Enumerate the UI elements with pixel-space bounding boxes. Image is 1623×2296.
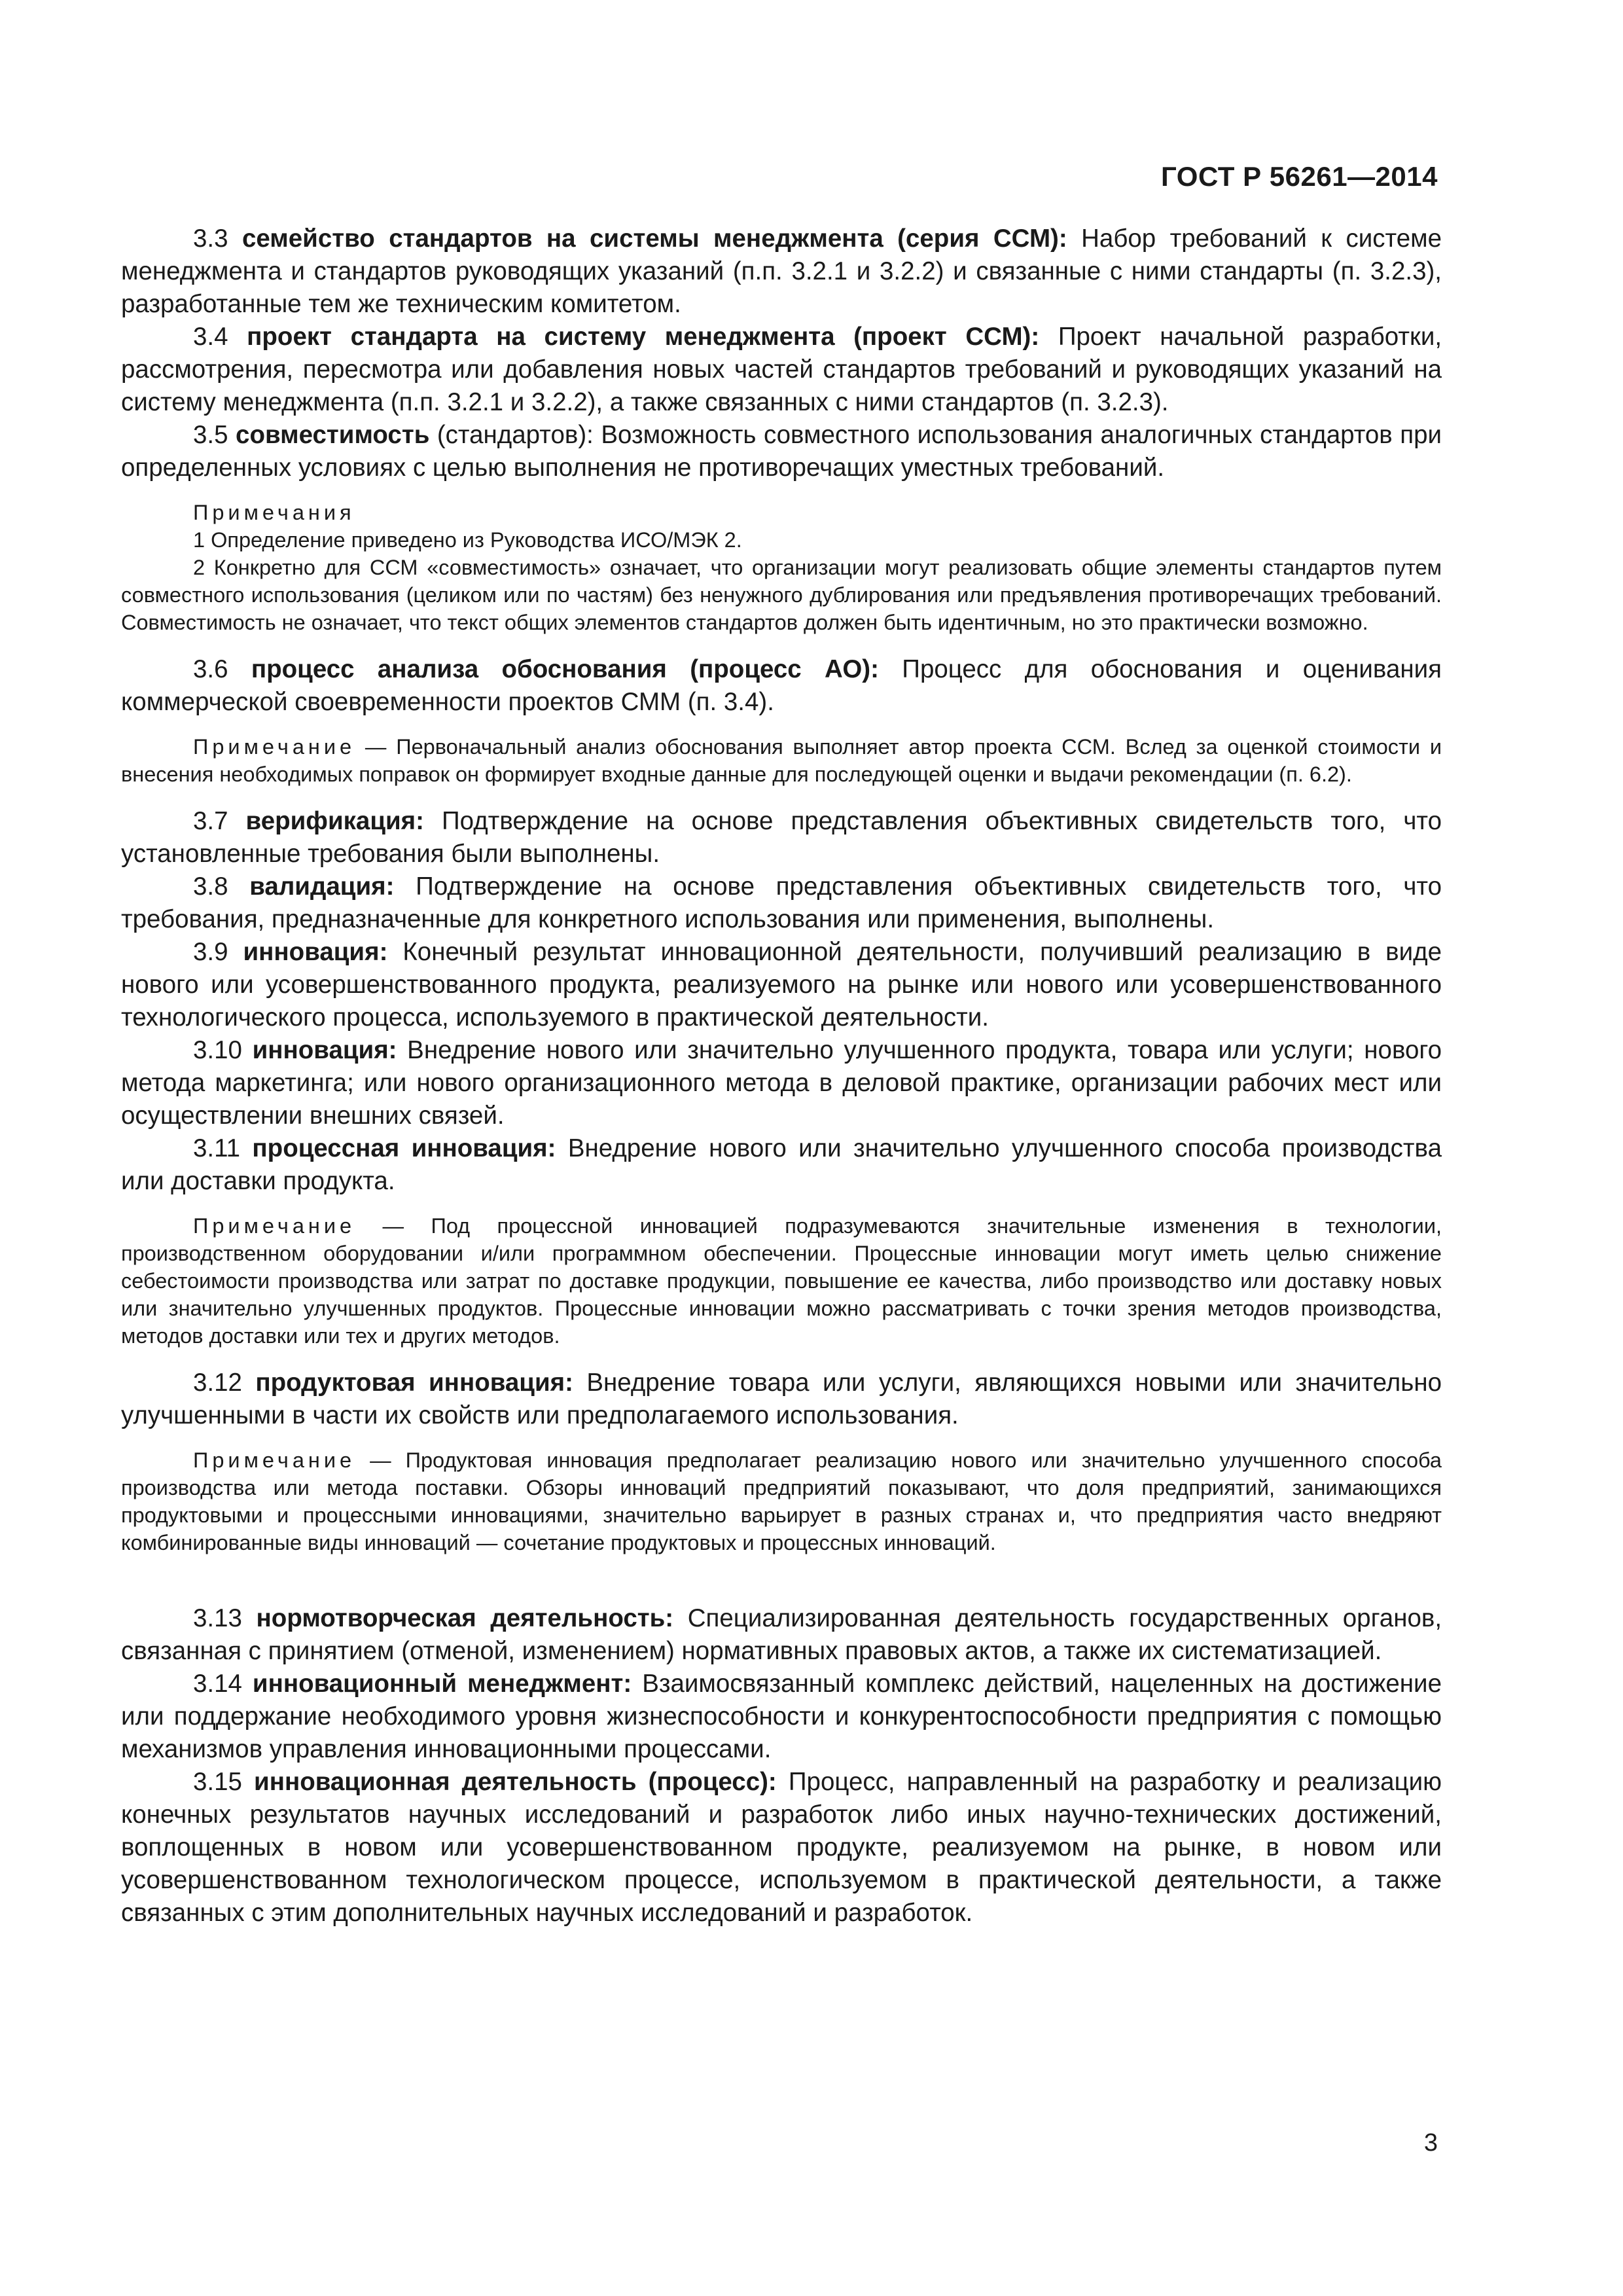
term-definition: Возможность совместного использования аналогичных стандартов при определенных условиях с целью выполнения не противоречащих уместных требований. — [121, 421, 1442, 482]
term-definition: Подтверждение на основе представления объективных свидетельств того, что установленные требования были выполнены. — [121, 807, 1442, 868]
notes-3-5 — [121, 499, 1442, 636]
term-name: инновация: — [252, 1036, 397, 1064]
term-definition: Специализированная деятельность государственных органов, связанная с принятием (отменой, изменением) нормативных правовых актов, а также их систематизацией. — [121, 1604, 1442, 1665]
term-number: 3.3 — [193, 224, 228, 253]
term-number: 3.8 — [193, 872, 228, 901]
note-2: 2 Конкретно для ССМ «совместимость» означает, что организации могут реализовать общие элементы стандартов путем совместного использования (целиком или по частям) без ненужного дублирования или предъявления противоречащих требований. Совместимость не означает, что текст общих элементов стандартов должен быть идентичным, но это практически возможно. — [121, 556, 1442, 634]
term-definition: Проект начальной разработки, рассмотрения, пересмотра или добавления новых частей стандартов требований и руководящих указаний на систему менеджмента (п.п. 3.2.1 и 3.2.2), а также связанных с ними стандартов (п. 3.2.3). — [121, 323, 1442, 416]
note-3-6 — [121, 733, 1442, 788]
term-number: 3.12 — [193, 1369, 242, 1397]
term-3-10 — [121, 1034, 1442, 1132]
definitions-section — [121, 223, 1442, 1929]
term-number: 3.4 — [193, 323, 228, 351]
term-number: 3.7 — [193, 807, 228, 835]
term-3-5 — [121, 419, 1442, 484]
term-definition: Подтверждение на основе представления объективных свидетельств того, что требования, предназначенные для конкретного использования или применения, выполнены. — [121, 872, 1442, 933]
note-text: — Первоначальный анализ обоснования выполняет автор проекта ССМ. Вслед за оценкой стоимости и внесения необходимых поправок он формирует входные данные для последующей оценки и выдачи рекомендации (п. 6.2). — [121, 735, 1442, 786]
term-definition: Внедрение нового или значительно улучшенного продукта, товара или услуги; нового метода маркетинга; или нового организационного метода в деловой практике, организации рабочих мест или осуществлении внешних связей. — [121, 1036, 1442, 1130]
note-3-11 — [121, 1212, 1442, 1350]
term-name: продуктовая инновация: — [255, 1369, 573, 1397]
term-number: 3.5 — [193, 421, 228, 449]
term-number: 3.13 — [193, 1604, 242, 1632]
term-name: процессная инновация: — [252, 1134, 556, 1162]
page-number: 3 — [1423, 2129, 1438, 2157]
term-definition: Набор требований к системе менеджмента и стандартов руководящих указаний (п.п. 3.2.1 и 3.2.2) и связанные с ними стандарты (п. 3.2.3), разработанные тем же техническим комитетом. — [121, 224, 1442, 318]
term-name: проект стандарта на систему менеджмента (проект ССМ): — [247, 323, 1040, 351]
term-definition: Конечный результат инновационной деятельности, получивший реализацию в виде нового или усовершенствованного продукта, реализуемого на рынке или нового или усовершенствованного технологического процесса, используемого в практической деятельности. — [121, 938, 1442, 1031]
term-name: инновационная деятельность (процесс): — [254, 1768, 777, 1796]
term-name: валидация: — [249, 872, 395, 901]
term-number: 3.6 — [193, 655, 228, 683]
term-name: нормотворческая деятельность: — [256, 1604, 674, 1632]
term-3-13 — [121, 1602, 1442, 1668]
notes-title: Примечания — [193, 501, 355, 524]
note-label: Примечание — [193, 735, 356, 759]
term-definition: Внедрение товара или услуги, являющихся новыми или значительно улучшенными в части их свойств или предполагаемого использования. — [121, 1369, 1442, 1429]
term-3-6 — [121, 653, 1442, 719]
term-3-4 — [121, 321, 1442, 419]
term-3-11 — [121, 1132, 1442, 1198]
term-name: верификация: — [245, 807, 424, 835]
term-qualifier: (стандартов): — [437, 421, 594, 449]
term-name: процесс анализа обоснования (процесс АО): — [251, 655, 879, 683]
term-3-8 — [121, 870, 1442, 936]
standard-designation: ГОСТ Р 56261—2014 — [1161, 161, 1438, 192]
term-number: 3.14 — [193, 1670, 242, 1698]
term-number: 3.11 — [193, 1134, 241, 1162]
term-3-12 — [121, 1367, 1442, 1432]
note-text: — Продуктовая инновация предполагает реализацию нового или значительно улучшенного способа производства или метода поставки. Обзоры инноваций предприятий показывают, что доля предприятий, занимающихся продуктовыми и процессными инновациями, значительно варьирует в разных странах и, что предприятия часто внедряют комбинированные виды инноваций — сочетание продуктовых и процессных инноваций. — [121, 1448, 1442, 1554]
spacer — [121, 1573, 1442, 1602]
note-label: Примечание — [193, 1448, 356, 1472]
term-3-7 — [121, 805, 1442, 870]
term-3-3 — [121, 223, 1442, 321]
term-definition: Внедрение нового или значительно улучшенного способа производства или доставки продукта. — [121, 1134, 1442, 1195]
term-definition: Процесс для обоснования и оценивания коммерческой своевременности проектов СММ (п. 3.4). — [121, 655, 1442, 716]
term-definition: Взаимосвязанный комплекс действий, нацеленных на достижение или поддержание необходимого уровня жизнеспособности и конкурентоспособности предприятия с помощью механизмов управления инновационными процессами. — [121, 1670, 1442, 1763]
note-text: — Под процессной инновацией подразумеваются значительные изменения в технологии, производственном оборудовании и/или программном обеспечении. Процессные инновации могут иметь целью снижение себестоимости производства или затрат по доставке продукции, повышение ее качества, либо производство или доставку новых или значительно улучшенных продуктов. Процессные инновации можно рассматривать с точки зрения методов производства, методов доставки или тех и других методов. — [121, 1214, 1442, 1348]
term-definition: Процесс, направленный на разработку и реализацию конечных результатов научных исследований и разработок либо иных научно-технических достижений, воплощенных в новом или усовершенствованном продукте, реализуемом на рынке, в новом или усовершенствованном технологическом процессе, используемом в практической деятельности, а также связанных с этим дополнительных научных исследований и разработок. — [121, 1768, 1442, 1927]
term-number: 3.9 — [193, 938, 228, 966]
term-3-9 — [121, 936, 1442, 1034]
note-3-12 — [121, 1446, 1442, 1556]
term-number: 3.15 — [193, 1768, 242, 1796]
term-name: совместимость — [236, 421, 430, 449]
note-1: 1 Определение приведено из Руководства ИСО/МЭК 2. — [193, 528, 742, 552]
term-name: инновационный менеджмент: — [252, 1670, 632, 1698]
note-label: Примечание — [193, 1214, 356, 1238]
term-name: инновация: — [243, 938, 388, 966]
term-number: 3.10 — [193, 1036, 242, 1064]
term-3-14 — [121, 1668, 1442, 1766]
term-3-15 — [121, 1766, 1442, 1929]
term-name: семейство стандартов на системы менеджмента (серия ССМ): — [241, 224, 1067, 253]
